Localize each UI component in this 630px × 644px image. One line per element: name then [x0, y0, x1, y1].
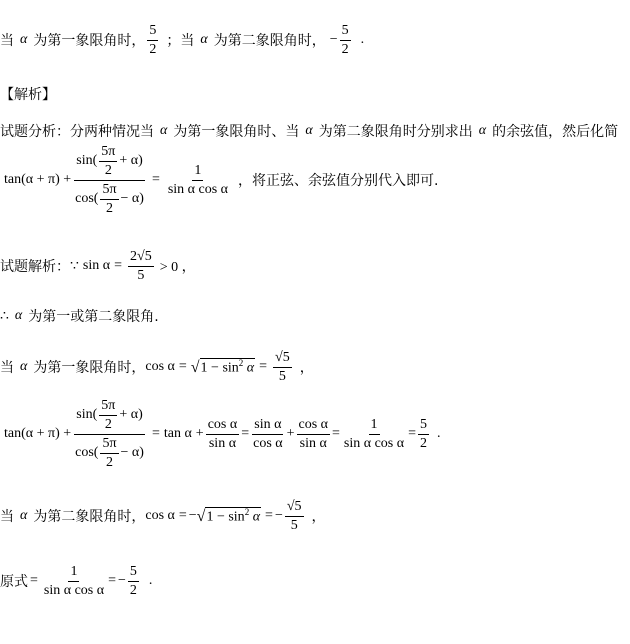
comma: ， — [299, 361, 314, 376]
fraction-denominator: 2 — [420, 435, 427, 451]
big-denominator — [73, 181, 146, 217]
fraction-denominator: sin α cos α — [343, 435, 405, 451]
fraction-numerator: 5π — [99, 398, 117, 416]
big-fraction — [73, 398, 146, 471]
fraction-denominator: sin α — [299, 435, 327, 451]
radicand-text: 1 − sin — [206, 509, 245, 525]
alpha-symbol: α — [20, 508, 28, 523]
alpha-symbol: α — [14, 308, 23, 323]
fraction-numerator: 1 — [68, 564, 79, 582]
equals-sign: = — [151, 172, 160, 187]
fraction-numerator: 2√5 — [128, 249, 154, 267]
alpha-symbol: α — [252, 509, 261, 525]
minus-sign: − — [188, 508, 197, 523]
reciprocal-fraction — [342, 417, 406, 452]
fraction-numerator: 5π — [100, 182, 118, 200]
analysis-tail: ，将正弦、余弦值分别代入即可. — [238, 173, 439, 189]
plus-alpha: + α) — [119, 153, 143, 168]
solution-line — [0, 244, 196, 288]
fraction-denominator: 5 — [137, 267, 145, 283]
case2-text-1: 当 — [0, 509, 14, 525]
plus-sign: + — [195, 426, 204, 441]
reciprocal-fraction — [166, 163, 230, 198]
tan-alpha: tan α — [163, 426, 192, 441]
fraction-denominator: 5 — [290, 517, 298, 533]
answer-line — [0, 22, 364, 58]
radicand-text: 1 − sin — [200, 360, 239, 376]
alpha-symbol: α — [305, 123, 313, 138]
answer-text-3: ；当 — [166, 33, 195, 49]
five-pi-over-two — [100, 436, 118, 471]
fraction-numerator: 5π — [99, 144, 117, 162]
analysis-text-4: 的余弦值，然后化简 — [492, 124, 619, 140]
therefore-symbol: ∴ — [0, 308, 9, 324]
radical-icon: √ — [196, 508, 206, 526]
analysis-header-text: 【解析】 — [0, 87, 56, 103]
sin-over-cos — [251, 417, 285, 452]
minus-alpha: − α) — [120, 191, 144, 206]
fraction-numerator: 5π — [100, 436, 118, 454]
equals-sign: = — [265, 508, 273, 523]
fraction-denominator: 2 — [104, 162, 112, 178]
alpha-symbol: α — [200, 32, 208, 47]
fraction-denominator: sin α cos α — [167, 181, 229, 197]
minus-sign: − — [274, 508, 283, 523]
cos-value-fraction — [273, 350, 292, 385]
fraction-numerator: sin α — [252, 417, 283, 435]
fraction-denominator: 2 — [341, 41, 349, 57]
sin-text: sin( — [76, 153, 98, 168]
five-pi-over-two — [99, 144, 117, 179]
fraction-denominator: 2 — [104, 416, 112, 432]
alpha-symbol: α — [246, 360, 255, 376]
five-pi-over-two — [100, 182, 118, 217]
five-pi-over-two — [99, 398, 117, 433]
big-fraction — [73, 144, 146, 217]
sin-value-fraction — [128, 249, 154, 284]
minus-alpha: − α) — [120, 445, 144, 460]
equals-sign: = — [30, 573, 38, 588]
minus-sign: − — [117, 573, 126, 588]
sin-alpha: sin α — [82, 258, 111, 273]
equals-sign: = — [151, 426, 160, 441]
analysis-text-2: 为第一象限角时、当 — [173, 124, 300, 140]
big-denominator — [73, 435, 146, 471]
plus-sign: + — [286, 426, 295, 441]
fraction-numerator: √5 — [285, 499, 304, 517]
therefore-line — [0, 306, 159, 326]
alpha-symbol: α — [20, 359, 28, 374]
period: . — [148, 573, 153, 588]
case1-line — [0, 346, 314, 388]
cos-alpha: cos α — [145, 359, 175, 374]
radical-icon: √ — [190, 359, 200, 377]
fraction-denominator: 2 — [149, 41, 157, 57]
result-line — [0, 558, 152, 604]
answer-text-4: 为第二象限角时， — [213, 33, 326, 49]
cos-value-fraction — [285, 499, 304, 534]
minus-sign: − — [329, 32, 338, 47]
tan-expression: tan(α + π) + — [4, 426, 72, 441]
case2-text-2: 为第二象限角时， — [33, 509, 146, 525]
equals-sign: = — [332, 426, 340, 441]
fraction-numerator: cos α — [297, 417, 331, 435]
analysis-text-3: 为第二象限角时分别求出 — [318, 124, 473, 140]
cos-over-sin — [206, 417, 240, 452]
alpha-symbol: α — [160, 123, 168, 138]
case2-line — [0, 494, 326, 538]
greater-than-zero: > 0 ， — [159, 260, 196, 275]
cos-text: cos( — [75, 445, 99, 460]
fraction-numerator: 5 — [418, 417, 429, 435]
result-fraction — [128, 564, 139, 599]
alpha-symbol: α — [20, 32, 28, 47]
solution-label: 试题解析： — [0, 259, 70, 275]
fraction-numerator: cos α — [206, 417, 240, 435]
cos-alpha: cos α — [145, 508, 175, 523]
sqrt-expression — [197, 507, 261, 525]
period: . — [437, 426, 441, 441]
analysis-text-1: 试题分析：分两种情况当 — [0, 124, 154, 140]
fraction-numerator: 5 — [340, 23, 351, 41]
quadrant-text: 为第一或第二象限角. — [28, 309, 159, 325]
fraction-denominator: cos α — [253, 435, 283, 451]
fraction-denominator: 2 — [105, 200, 113, 216]
cos-over-sin — [297, 417, 331, 452]
case1-text-1: 当 — [0, 360, 14, 376]
answer-fraction-1 — [147, 23, 158, 58]
exponent: 2 — [244, 506, 250, 517]
fraction-numerator: √5 — [273, 350, 292, 368]
tan-expression: tan(α + π) + — [4, 172, 72, 187]
fraction-numerator: 1 — [192, 163, 203, 181]
fraction-numerator: 5 — [147, 23, 158, 41]
equals-sign: = — [259, 359, 268, 374]
fraction-denominator: 2 — [105, 454, 113, 470]
equals-sign: = — [114, 258, 123, 273]
comma: ， — [311, 510, 326, 525]
cos-text: cos( — [75, 191, 99, 206]
equals-sign: = — [241, 426, 250, 441]
fraction-numerator: 5 — [128, 564, 139, 582]
fraction-numerator: 1 — [369, 417, 380, 435]
plus-alpha: + α) — [119, 407, 143, 422]
answer-text-2: 为第一象限角时， — [33, 33, 146, 49]
fraction-denominator: sin α cos α — [43, 582, 105, 598]
formula-simplify — [4, 144, 438, 216]
sqrt-expression — [191, 358, 255, 376]
period: . — [360, 32, 365, 47]
exponent: 2 — [238, 357, 244, 368]
tan-chain-line — [4, 398, 441, 470]
answer-text-1: 当 — [0, 33, 14, 49]
analysis-header — [0, 84, 56, 104]
equals-sign: = — [408, 426, 416, 441]
equals-sign: = — [178, 508, 187, 523]
sin-text: sin( — [76, 407, 98, 422]
reciprocal-fraction — [42, 564, 106, 599]
because-symbol: ∵ — [70, 258, 79, 274]
fraction-denominator: 5 — [278, 368, 286, 384]
big-numerator — [74, 144, 144, 181]
case1-text-2: 为第一象限角时， — [33, 360, 146, 376]
big-numerator — [74, 398, 144, 435]
result-label: 原式 — [0, 574, 28, 590]
equals-sign: = — [178, 359, 187, 374]
fraction-denominator: sin α — [208, 435, 237, 451]
alpha-symbol: α — [478, 123, 487, 138]
analysis-line — [0, 120, 618, 142]
fraction-denominator: 2 — [129, 582, 137, 598]
answer-fraction-2 — [340, 23, 351, 58]
result-fraction — [418, 417, 429, 452]
equals-sign: = — [108, 573, 116, 588]
